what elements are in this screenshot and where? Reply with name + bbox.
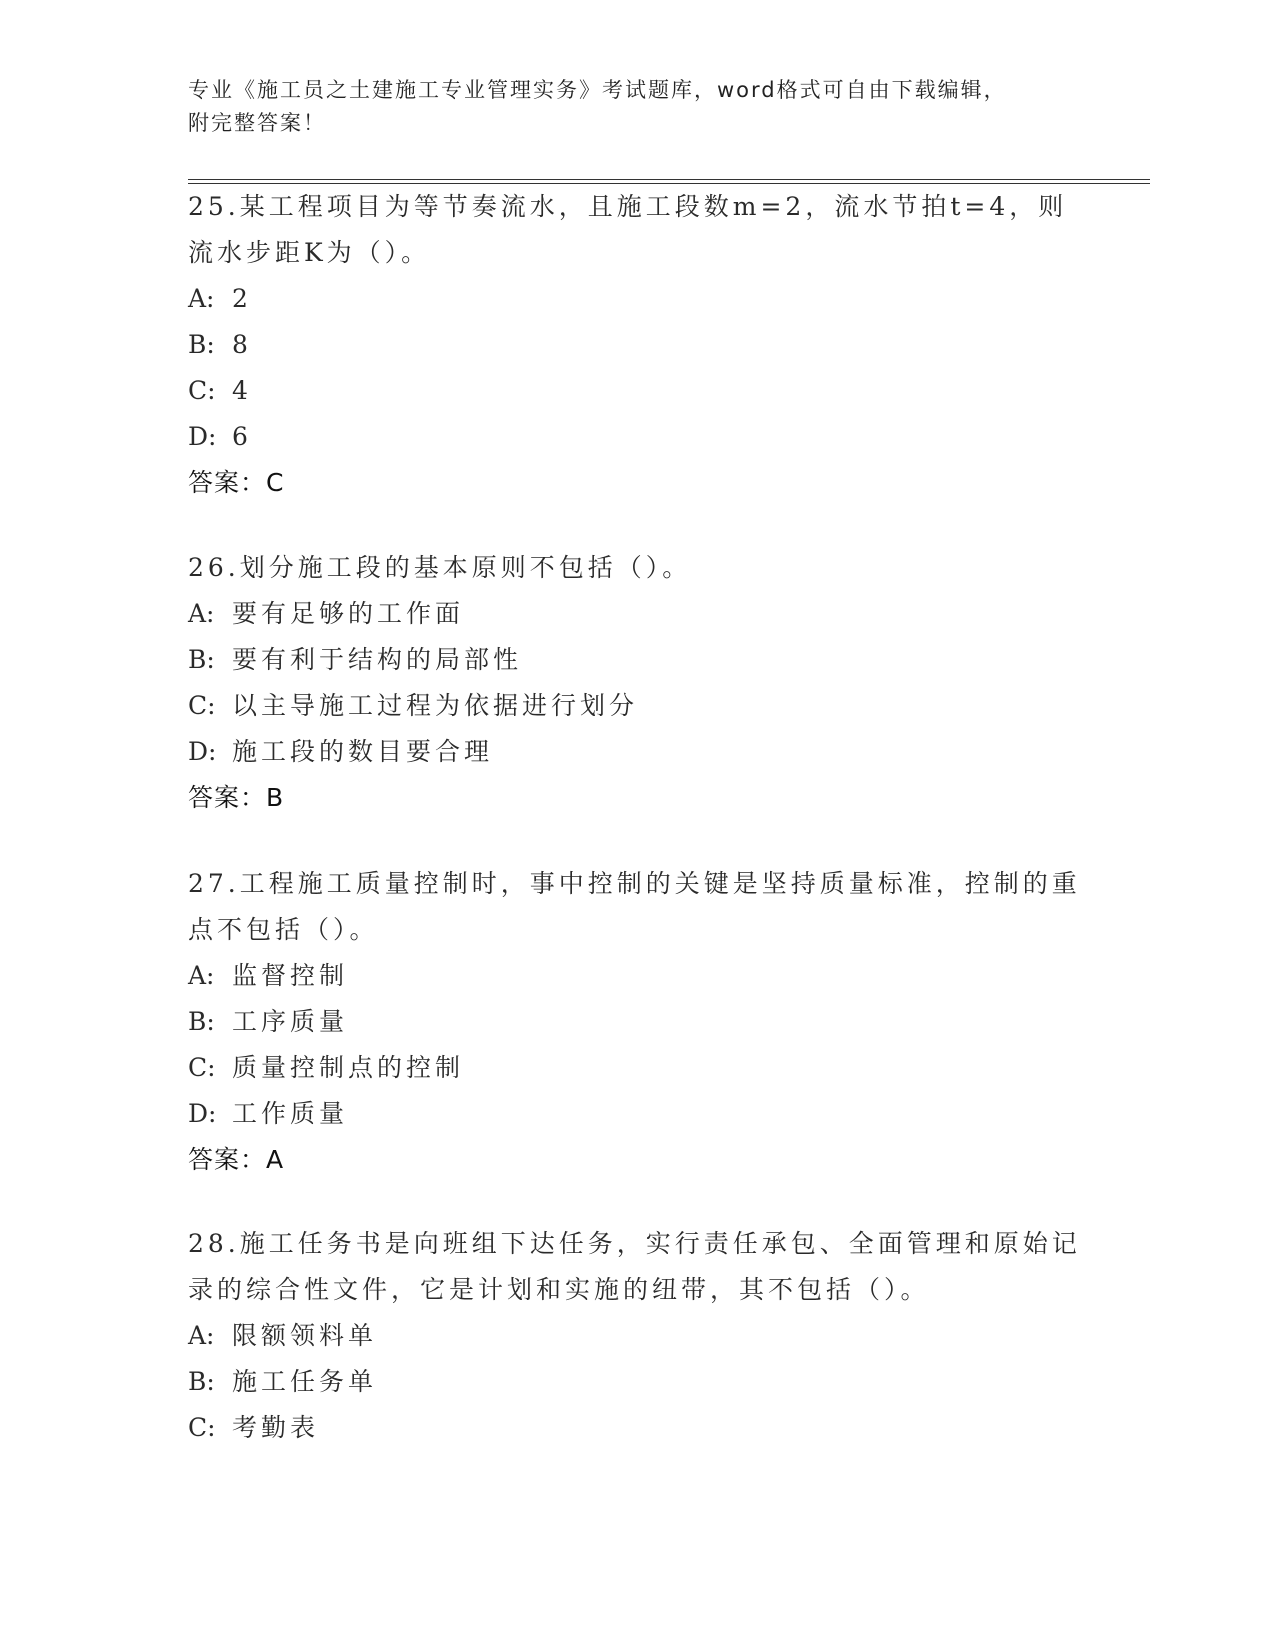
option-c: [188, 1045, 1088, 1091]
option-c: [188, 1405, 1088, 1451]
option-text: 2: [232, 284, 252, 313]
option-a: [188, 1313, 1088, 1359]
option-text: 8: [232, 330, 252, 359]
option-a: [188, 591, 1088, 637]
answer: 答案：B: [188, 783, 285, 812]
option-d: [188, 1091, 1088, 1137]
document-header: [188, 74, 1088, 140]
option-key: A:: [188, 961, 215, 990]
option-b: [188, 1359, 1088, 1405]
option-key: B:: [188, 1007, 215, 1036]
option-text: 6: [232, 422, 252, 451]
option-text: 施工段的数目要合理: [232, 737, 494, 766]
option-text: 要有足够的工作面: [232, 599, 465, 628]
option-d: [188, 414, 1088, 460]
question-27: [188, 861, 1088, 1183]
question-stem: 26.划分施工段的基本原则不包括（）。: [188, 553, 692, 582]
option-c: [188, 368, 1088, 414]
option-d: [188, 729, 1088, 775]
option-key: A:: [188, 599, 215, 628]
question-stem: 28.施工任务书是向班组下达任务，实行责任承包、全面管理和原始记录的综合性文件，它是计划和实施的纽带，其不包括（）。: [188, 1229, 1081, 1304]
option-text: 监督控制: [232, 961, 349, 990]
option-key: B:: [188, 330, 215, 359]
question-stem: 27.工程施工质量控制时，事中控制的关键是坚持质量标准，控制的重点不包括（）。: [188, 869, 1081, 944]
option-b: [188, 637, 1088, 683]
question-26: [188, 545, 1088, 821]
option-a: [188, 276, 1088, 322]
option-key: A:: [188, 1321, 215, 1350]
answer: 答案：A: [188, 1145, 285, 1174]
option-key: B:: [188, 645, 215, 674]
option-key: D:: [188, 1099, 217, 1128]
option-text: 工作质量: [232, 1099, 349, 1128]
option-key: C:: [188, 691, 216, 720]
question-25: [188, 184, 1088, 506]
option-key: C:: [188, 1413, 216, 1442]
option-text: 以主导施工过程为依据进行划分: [232, 691, 639, 720]
option-key: A:: [188, 284, 215, 313]
option-text: 4: [232, 376, 252, 405]
question-stem: 25.某工程项目为等节奏流水，且施工段数m=2，流水节拍t=4，则流水步距K为（）。: [188, 192, 1068, 267]
option-text: 考勤表: [232, 1413, 320, 1442]
answer: 答案：C: [188, 468, 285, 497]
option-c: [188, 683, 1088, 729]
option-a: [188, 953, 1088, 999]
question-28: [188, 1221, 1088, 1451]
option-key: B:: [188, 1367, 215, 1396]
option-b: [188, 322, 1088, 368]
option-key: C:: [188, 376, 216, 405]
option-text: 工序质量: [232, 1007, 349, 1036]
header-line-1: 专业《施工员之土建施工专业管理实务》考试题库，word格式可自由下载编辑，: [188, 78, 1007, 102]
option-text: 质量控制点的控制: [232, 1053, 465, 1082]
option-b: [188, 999, 1088, 1045]
option-key: C:: [188, 1053, 216, 1082]
option-text: 要有利于结构的局部性: [232, 645, 523, 674]
header-line-2: 附完整答案！: [188, 111, 326, 135]
option-key: D:: [188, 737, 217, 766]
option-text: 施工任务单: [232, 1367, 378, 1396]
option-text: 限额领料单: [232, 1321, 378, 1350]
header-divider-top: [188, 179, 1150, 180]
option-key: D:: [188, 422, 217, 451]
